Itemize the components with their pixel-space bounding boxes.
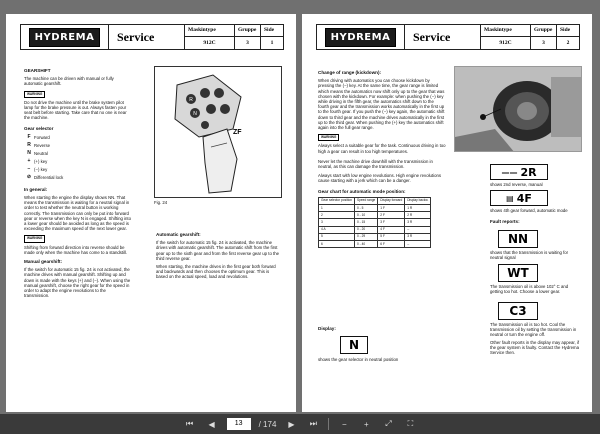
display-title: Display:: [318, 326, 336, 331]
automatic-text: Automatic gearshift: If the switch for automatic 15 fig. 24 is activated, the machine drives with automatic gearshift. The automatic shift from the first gear up to the sixth gear and from the first reverse gear up to the third reverse gear. When starting, the machine drives in the first gear both forward and backwards and then chooses the optimum gear. This is based on the actual speed, load and revolutions.: [156, 232, 280, 280]
table-row: 6 0 - 40 6 F --: [319, 241, 431, 248]
transmission-photo-illustration: [455, 67, 582, 152]
page-header: [316, 24, 580, 50]
group-cell: Gruppe 3: [531, 25, 557, 49]
table-row: 2 0 - 10 2 F 2 R: [319, 212, 431, 219]
list-item: + (+) key: [24, 158, 132, 166]
gear-chart-table: [318, 197, 431, 248]
gear-lever-illustration: [155, 67, 281, 197]
fullscreen-icon[interactable]: ⛶: [407, 419, 414, 428]
document-page-right: [302, 14, 592, 412]
table-row: 3 0 - 15 3 F 3 R: [319, 219, 431, 226]
display-c3-caption: The transmission oil is too hot. Cool the transmission oil by setting the transmission in neutral or turn the engine off.: [490, 322, 577, 338]
group-cell: Gruppe 3: [235, 25, 261, 49]
figure-caption: Fig. 24: [154, 200, 168, 205]
zoom-out-button[interactable]: −: [342, 419, 347, 429]
display-wt-caption: The transmission oil is above 102° C and getting too hot. Choose a lower gear.: [490, 284, 569, 295]
side-cell: Side 2: [557, 25, 579, 49]
list-item: ⊘ Differential lock: [24, 174, 132, 182]
other-faults-text: Other fault reports in the display may appear, if the gear system is faulty. Contact the Hydrema Service then.: [490, 340, 580, 356]
reverse-icon: R: [27, 142, 31, 149]
page-number-input[interactable]: 13: [227, 418, 251, 430]
svg-text:N: N: [193, 111, 197, 117]
gear-selector-list: [24, 134, 132, 182]
prev-page-icon[interactable]: ◀: [208, 419, 215, 429]
list-item: N Neutral: [24, 150, 132, 158]
warning-label: WARNING: [24, 91, 45, 98]
zoom-in-icon[interactable]: +: [364, 419, 369, 429]
fit-page-icon[interactable]: ⤢: [385, 419, 392, 428]
display-2r-caption: shows 2nd reverse, manual: [490, 182, 543, 187]
gear-selector-figure: R N ZF: [154, 66, 282, 198]
display-neutral: N: [340, 336, 368, 354]
next-page-icon[interactable]: ▶: [288, 419, 295, 429]
neutral-icon: N: [27, 150, 31, 157]
differential-lock-icon: ⊘: [26, 174, 32, 181]
table-row: 1 0 - 5 1 F 1 R: [319, 205, 431, 212]
transmission-photo: [454, 66, 582, 152]
display-nn-caption: shows that the transmission is waiting for neutral signal: [490, 250, 569, 261]
table-row: 5 0 - 29 5 F 3 R: [319, 233, 431, 240]
first-page-icon[interactable]: ⏮: [185, 419, 194, 428]
warning-label: WARNING: [318, 134, 339, 141]
forward-icon: F: [27, 134, 31, 141]
warning-label: WARNING: [24, 235, 45, 242]
service-label: Service: [109, 25, 185, 49]
model-cell: Maskintype 912C: [185, 25, 235, 49]
dash-icon: ——: [501, 167, 518, 177]
model-cell: Maskintype 912C: [481, 25, 531, 49]
page-header: [20, 24, 284, 50]
side-cell: Side 1: [261, 25, 283, 49]
list-item: R Reverse: [24, 142, 132, 150]
plus-key-icon: +: [27, 158, 31, 165]
display-nn: NN: [498, 230, 538, 248]
kickdown-text: Change of range (kickdown): When driving with automatics you can choose kickdown by pressing the (−) key. At the same time, the gear range is limited which means the automatics now shift only up to the gear that was chosen with the kickdown. For example: when pushing the (−) key while driving in the fifth gear, the automatics shift down to the fourth gear and the transmission works automatically in the first up to the fourth gear. If you push the (−) key again, the automatic shift down to third gear and the machine drives automatically in the first up to the third gear. When pushing the (+) key the automatics shift again into the full gear range. WARNING Always select a suitable gear for the task. Continuous driving in too high a gear can result in too high temperatures. Never let the machine drive downhill with the transmission in neutral, as this can damage the transmission. Always start with low engine revolutions. High engine revolutions cause starting with a jerk which can be a danger. Gear chart for automatic mode position: Gear selector position Speed range Display forward Display backw. 1 0 - 5 1 F 1 R 2 0 - 10 2 F 2 R 3 0 - 15 3 F 3 R 4 A 0 - 20 4 F -- 5 0 - 29 5 F 3 R 6 0 - 40 6 F --: [318, 70, 446, 248]
toolbar-divider: [328, 418, 329, 430]
display-wt: WT: [498, 264, 538, 282]
display-4f: ▤ 4F: [490, 190, 548, 206]
service-label: Service: [405, 25, 481, 49]
automatic-mode-icon: ▤: [506, 193, 514, 203]
viewer-toolbar: [0, 414, 600, 434]
brand-logo: HYDREMA: [317, 25, 405, 49]
page-total: / 174: [258, 419, 277, 429]
display-4f-caption: shows 4th gear forward, automatic mode: [490, 208, 568, 213]
display-c3: C3: [498, 302, 538, 320]
display-2r: —— 2R: [490, 164, 548, 180]
brand-logo: HYDREMA: [21, 25, 109, 49]
fault-title: Fault reports:: [490, 219, 520, 224]
table-header: Gear selector position Speed range Display forward Display backw.: [319, 197, 431, 204]
display-neutral-caption: shows the gear selector in neutral position: [318, 357, 399, 362]
left-column-text: GEARSHIFT The machine can be driven with manual or fully automatic gearshift. WARNING Do not drive the machine until the brake system pilot lamp for the brake pressure is out. Always fasten your seat belt before starting. Take care that no one is near the machine. Gear selector F Forward R Reverse N Neutral + (+) key − (−) key ⊘ Differential lock In general: When starting the engine the display shows NN. That means the transmission is waiting for a neutral signal in order to test whether the neutral button is working correctly. The transmission can only be put into forward gear or reverse when the key N is engaged. Shifting into a lower gear should be avoided as long as the speed is exceeding the maximum speed of the next lower gear. WARNING Shifting from forward direction into reverse should be made only when the machine has come to a standstill. Manual gearshift: If the switch for automatic 15 fig. 24 is not activated, the machine drives with manual gearshift. Shifting up and down is made with the keys (+) and (−). When using the manual gearshift, choose the right gear for the speed in order to adapt the engine revolutions to the transmission.: [24, 68, 132, 299]
svg-text:R: R: [189, 97, 193, 103]
last-page-icon[interactable]: ⏭: [309, 419, 317, 428]
document-page-left: [6, 14, 296, 412]
table-row: 4 A 0 - 20 4 F --: [319, 226, 431, 233]
list-item: F Forward: [24, 134, 132, 142]
minus-key-icon: −: [27, 166, 31, 173]
list-item: − (−) key: [24, 166, 132, 174]
